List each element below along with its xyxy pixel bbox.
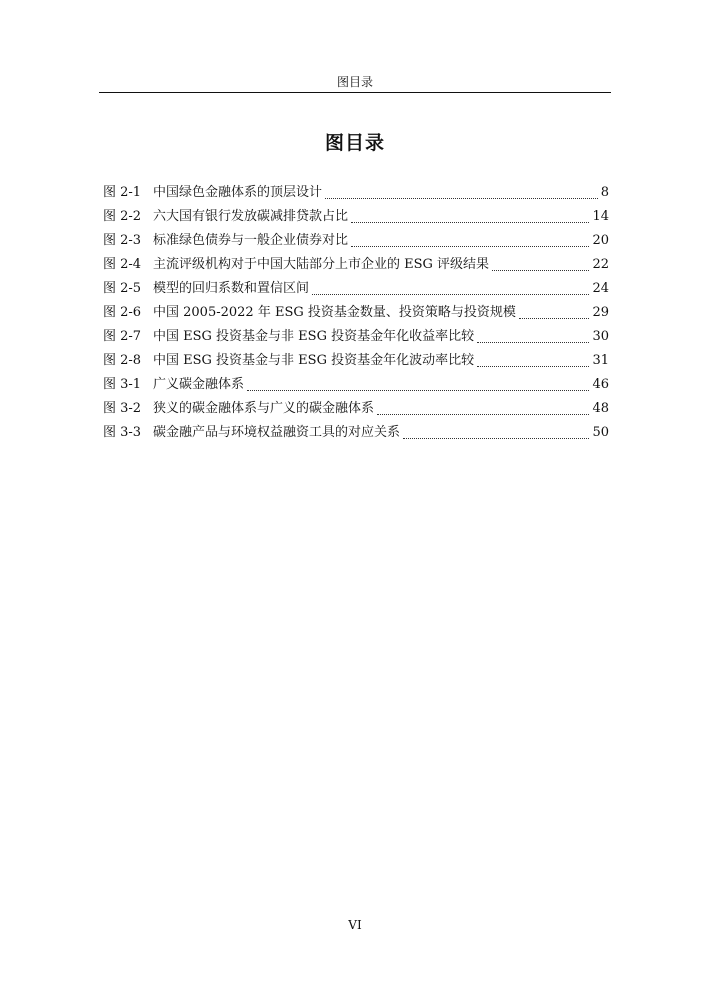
dot-leader — [403, 438, 589, 439]
page-reference: 20 — [592, 233, 609, 248]
page-reference: 29 — [592, 305, 609, 320]
page-number: VI — [348, 918, 362, 932]
figure-title: 中国 ESG 投资基金与非 ESG 投资基金年化收益率比较 — [153, 329, 475, 344]
figure-label: 图 2-2 — [103, 209, 142, 224]
dot-leader — [325, 198, 598, 199]
figure-title: 六大国有银行发放碳减排贷款占比 — [153, 209, 349, 224]
list-item[interactable] — [103, 179, 609, 203]
page-reference: 50 — [592, 425, 609, 440]
figure-title: 广义碳金融体系 — [153, 377, 245, 392]
list-item[interactable] — [103, 299, 609, 323]
page-reference: 48 — [592, 401, 609, 416]
figure-title: 中国绿色金融体系的顶层设计 — [153, 185, 323, 200]
figure-list — [103, 179, 609, 443]
list-item[interactable] — [103, 227, 609, 251]
page-reference: 24 — [592, 281, 609, 296]
list-item[interactable] — [103, 395, 609, 419]
figure-label: 图 2-3 — [103, 233, 142, 248]
dot-leader — [351, 246, 589, 247]
page-reference: 22 — [592, 257, 609, 272]
page-reference: 8 — [600, 185, 609, 200]
figure-label: 图 3-1 — [103, 377, 142, 392]
figure-title: 碳金融产品与环境权益融资工具的对应关系 — [153, 425, 401, 440]
figure-title: 中国 ESG 投资基金与非 ESG 投资基金年化波动率比较 — [153, 353, 475, 368]
figure-label: 图 3-3 — [103, 425, 142, 440]
dot-leader — [377, 414, 589, 415]
dot-leader — [247, 390, 589, 391]
dot-leader — [312, 294, 589, 295]
page-reference: 31 — [592, 353, 609, 368]
page-title: 图目录 — [324, 132, 385, 154]
header-divider — [99, 92, 611, 93]
dot-leader — [351, 222, 589, 223]
page-reference: 30 — [592, 329, 609, 344]
page-reference: 14 — [592, 209, 609, 224]
dot-leader — [492, 270, 589, 271]
list-item[interactable] — [103, 203, 609, 227]
list-item[interactable] — [103, 347, 609, 371]
list-item[interactable] — [103, 251, 609, 275]
page-reference: 46 — [592, 377, 609, 392]
list-item[interactable] — [103, 323, 609, 347]
list-item[interactable] — [103, 275, 609, 299]
dot-leader — [477, 342, 589, 343]
figure-label: 图 3-2 — [103, 401, 142, 416]
list-item[interactable] — [103, 371, 609, 395]
figure-title: 中国 2005-2022 年 ESG 投资基金数量、投资策略与投资规模 — [153, 305, 516, 320]
figure-title: 主流评级机构对于中国大陆部分上市企业的 ESG 评级结果 — [153, 257, 490, 272]
list-item[interactable] — [103, 419, 609, 443]
running-header: 图目录 — [336, 75, 373, 89]
figure-label: 图 2-7 — [103, 329, 142, 344]
figure-title: 模型的回归系数和置信区间 — [153, 281, 310, 296]
figure-label: 图 2-1 — [103, 185, 142, 200]
dot-leader — [519, 318, 590, 319]
figure-label: 图 2-5 — [103, 281, 142, 296]
figure-label: 图 2-8 — [103, 353, 142, 368]
figure-label: 图 2-4 — [103, 257, 142, 272]
figure-title: 狭义的碳金融体系与广义的碳金融体系 — [153, 401, 375, 416]
dot-leader — [477, 366, 589, 367]
figure-title: 标准绿色债券与一般企业债券对比 — [153, 233, 349, 248]
figure-label: 图 2-6 — [103, 305, 142, 320]
